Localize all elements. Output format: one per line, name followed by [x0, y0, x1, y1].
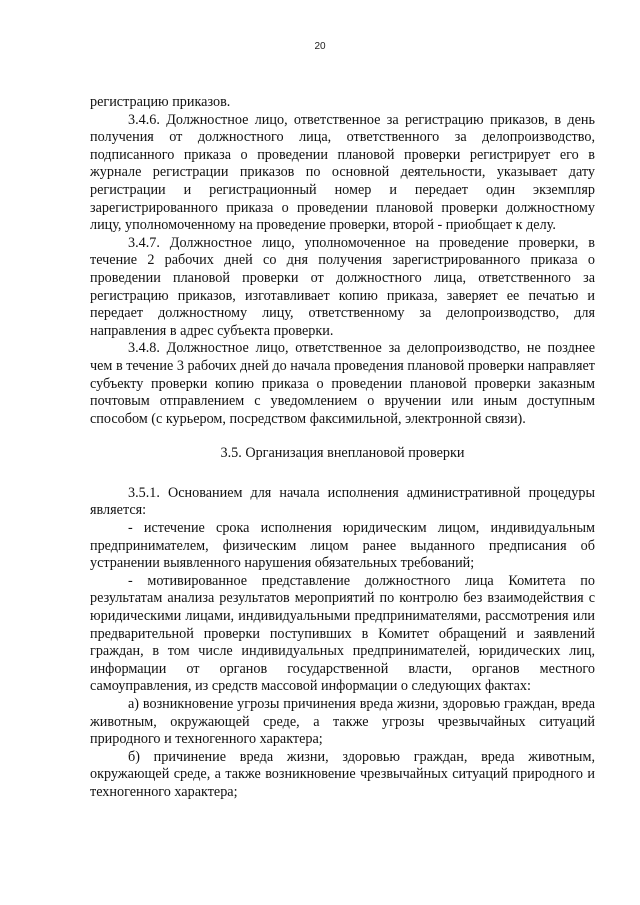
- paragraph-3-4-6: 3.4.6. Должностное лицо, ответственное за регистрацию приказов, в день получения от должностного лица, ответственного за делопроизводство, подписанного приказа о проведении плановой проверки регистрирует его в журнале регистрации приказов по основной деятельности, указывает дату регистрации и регистрационный номер и передает один экземпляр зарегистрированного приказа о проведении плановой проверки должностному лицу, уполномоченному на проведение проверки, второй - приобщает к делу.: [90, 111, 595, 234]
- paragraph-3-4-7: 3.4.7. Должностное лицо, уполномоченное на проведение проверки, в течение 2 рабочих дней со дня получения зарегистрированного приказа о проведении плановой проверки от должностного лица, ответственного за регистрацию приказов, изготавливает копию приказа, заверяет ее печатью и передает должностному лицу, ответственному за делопроизводство, для направления в адрес субъекта проверки.: [90, 234, 595, 339]
- page-number: 20: [314, 41, 326, 52]
- paragraph-3-5-1: 3.5.1. Основанием для начала исполнения административной процедуры является:: [90, 484, 595, 519]
- section-heading: 3.5. Организация внеплановой проверки: [220, 445, 465, 462]
- list-item-deadline-expiry: - истечение срока исполнения юридическим лицом, индивидуальным предпринимателем, физическим лицом ранее выданного предписания об устранении выявленного нарушения обязательных требований;: [90, 520, 595, 572]
- sub-item-b: б) причинение вреда жизни, здоровью граждан, вреда животным, окружающей среде, а также возникновение чрезвычайных ситуаций природного и техногенного характера;: [90, 748, 595, 800]
- list-item-motivated-representation: - мотивированное представление должностного лица Комитета по результатам анализа результатов мероприятий по контролю без взаимодействия с юридическими лицами, индивидуальными предпринимателями, рассмотрения или предварительной проверки поступивших в Комитет обращений и заявлений граждан, в том числе индивидуальных предпринимателей, юридических лиц, информации от органов государственной власти, органов местного самоуправления, из средств массовой информации о следующих фактах:: [90, 572, 595, 695]
- paragraph-3-4-8: 3.4.8. Должностное лицо, ответственное за делопроизводство, не позднее чем в течение 3 рабочих дней до начала проведения плановой проверки направляет субъекту проверки копию приказа о проведении плановой проверки заказным почтовым отправлением с уведомлением о вручении или иным доступным способом (с курьером, посредством факсимильной, электронной связи).: [90, 340, 595, 427]
- sub-item-a: а) возникновение угрозы причинения вреда жизни, здоровью граждан, вреда животным, окружающей среде, а также угрозы чрезвычайных ситуаций природного и техногенного характера;: [90, 696, 595, 748]
- document-body: [90, 94, 595, 802]
- paragraph-continuation: регистрацию приказов.: [90, 94, 231, 110]
